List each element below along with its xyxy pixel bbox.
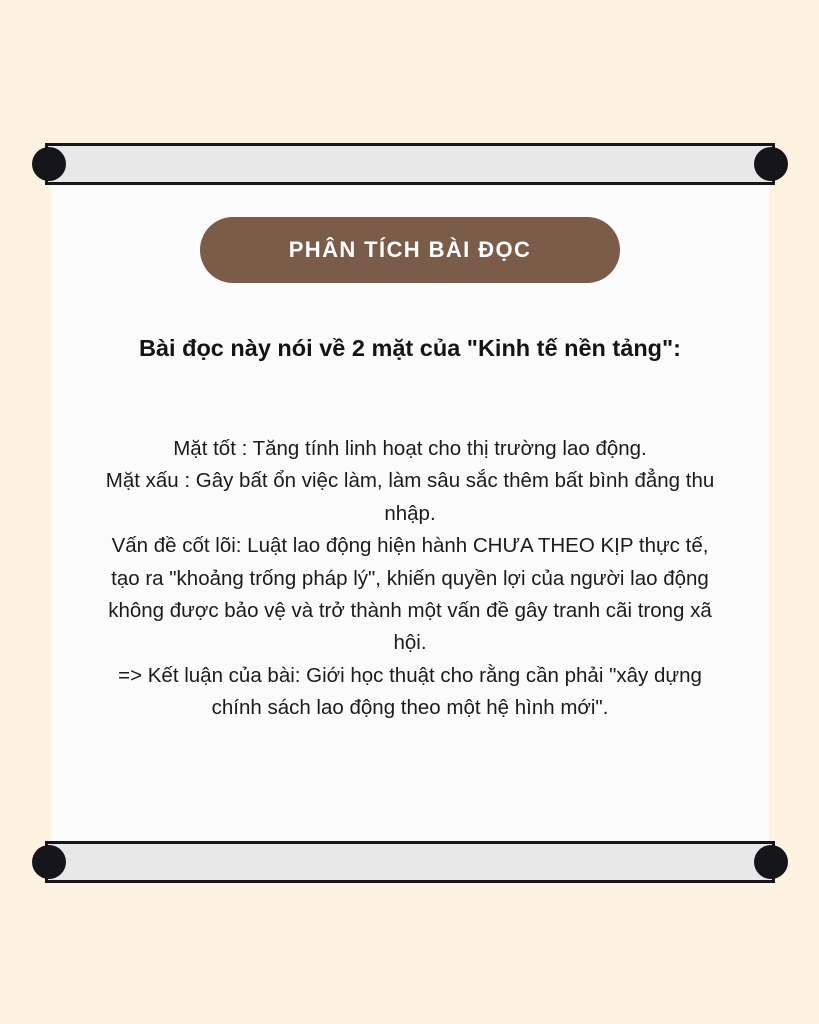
banner-bottom-bar	[45, 841, 775, 883]
body-paragraph: Mặt xấu : Gây bất ổn việc làm, làm sâu sắc thêm bất bình đẳng thu nhập.	[105, 469, 715, 525]
body-text-block	[99, 433, 721, 724]
body-paragraph: => Kết luận của bài: Giới học thuật cho rằng cần phải "xây dựng chính sách lao động theo một hệ hình mới".	[118, 663, 702, 719]
body-paragraph: Mặt tốt : Tăng tính linh hoạt cho thị trường lao động.	[173, 437, 647, 460]
banner-top-bar	[45, 143, 775, 185]
body-paragraph: Vấn đề cốt lõi: Luật lao động hiện hành CHƯA THEO KỊP thực tế, tạo ra "khoảng trống pháp lý", khiến quyền lợi của người lao động không được bảo vệ và trở thành một vấn đề gây tranh cãi trong xã hội.	[108, 534, 712, 655]
banner-knob-bottom-right	[754, 845, 788, 879]
scroll-banner-frame	[45, 143, 775, 883]
banner-knob-top-right	[754, 147, 788, 181]
section-title-text: PHÂN TÍCH BÀI ĐỌC	[288, 237, 532, 262]
headline-text: Bài đọc này nói về 2 mặt của "Kinh tế nền tảng":	[139, 335, 681, 361]
banner-knob-bottom-left	[32, 845, 66, 879]
banner-knob-top-left	[32, 147, 66, 181]
content-canvas	[51, 185, 769, 841]
section-title-pill	[200, 217, 620, 283]
